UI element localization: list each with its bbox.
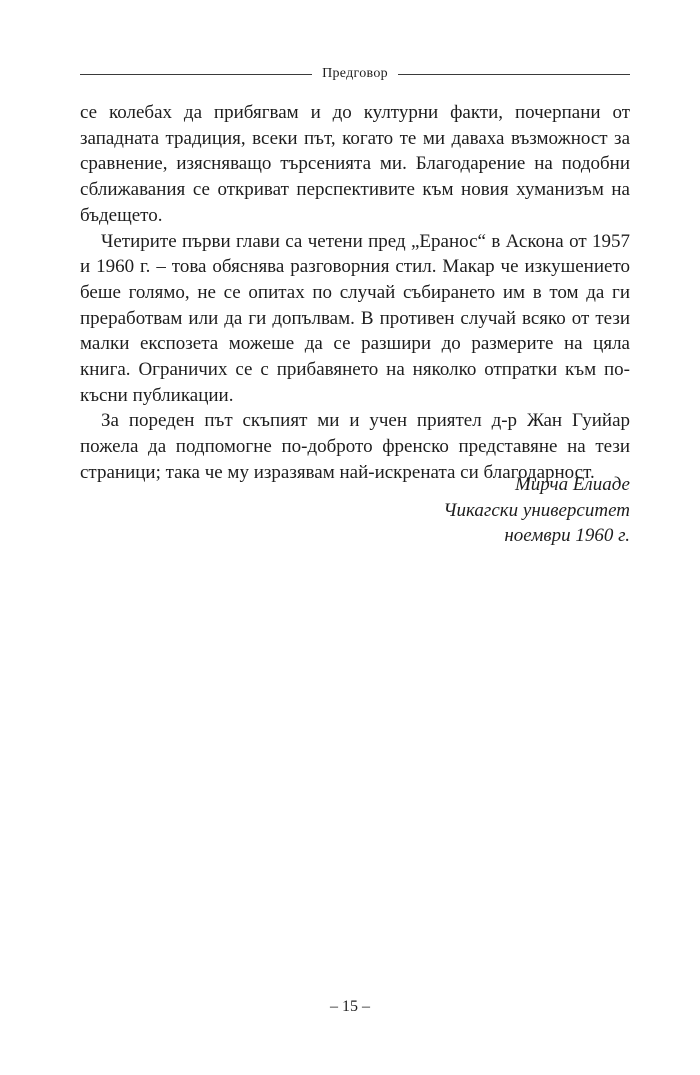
paragraph-continued: се колебах да прибягвам и до културни факти, почерпани от западната традиция, всеки път, когато те ми даваха възможност за сравнение, изясняващо търсенията ми. Благодарение на подобни сближавания се откриват перспективите към новия хуманизъм на бъдещето.	[80, 102, 630, 226]
signature-block	[443, 472, 630, 549]
signature-author: Мирча Елиаде	[514, 474, 630, 495]
header-rule-right	[398, 74, 630, 75]
running-header	[80, 62, 630, 86]
running-title: Предговор	[322, 66, 388, 81]
signature-date: ноември 1960 г.	[504, 525, 630, 547]
page-number: – 15 –	[330, 998, 370, 1015]
paragraph-eranos-lectures: Четирите първи глави са четени пред „Еранос“ в Аскона от 1957 и 1960 г. – това обяснява разговорния стил. Макар че изкушението беше голямо, не се опитах по случай събирането им в том да ги преработвам или да ги допълвам. В противен случай всяко от тези малки експозета можеше да се разшири до размерите на цяла книга. Ограничих се с прибавянето на няколко отпратки към по-късни публикации.	[80, 230, 630, 406]
signature-affiliation: Чикагски университет	[443, 499, 630, 521]
header-rule-left	[80, 74, 312, 75]
body-text	[80, 100, 630, 486]
paragraph-acknowledgement: За пореден път скъпият ми и учен приятел д-р Жан Гуийар пожела да подпомогне по-доброто френско представяне на тези страници; така че му изразявам най-искрената си благодарност.	[80, 410, 630, 483]
